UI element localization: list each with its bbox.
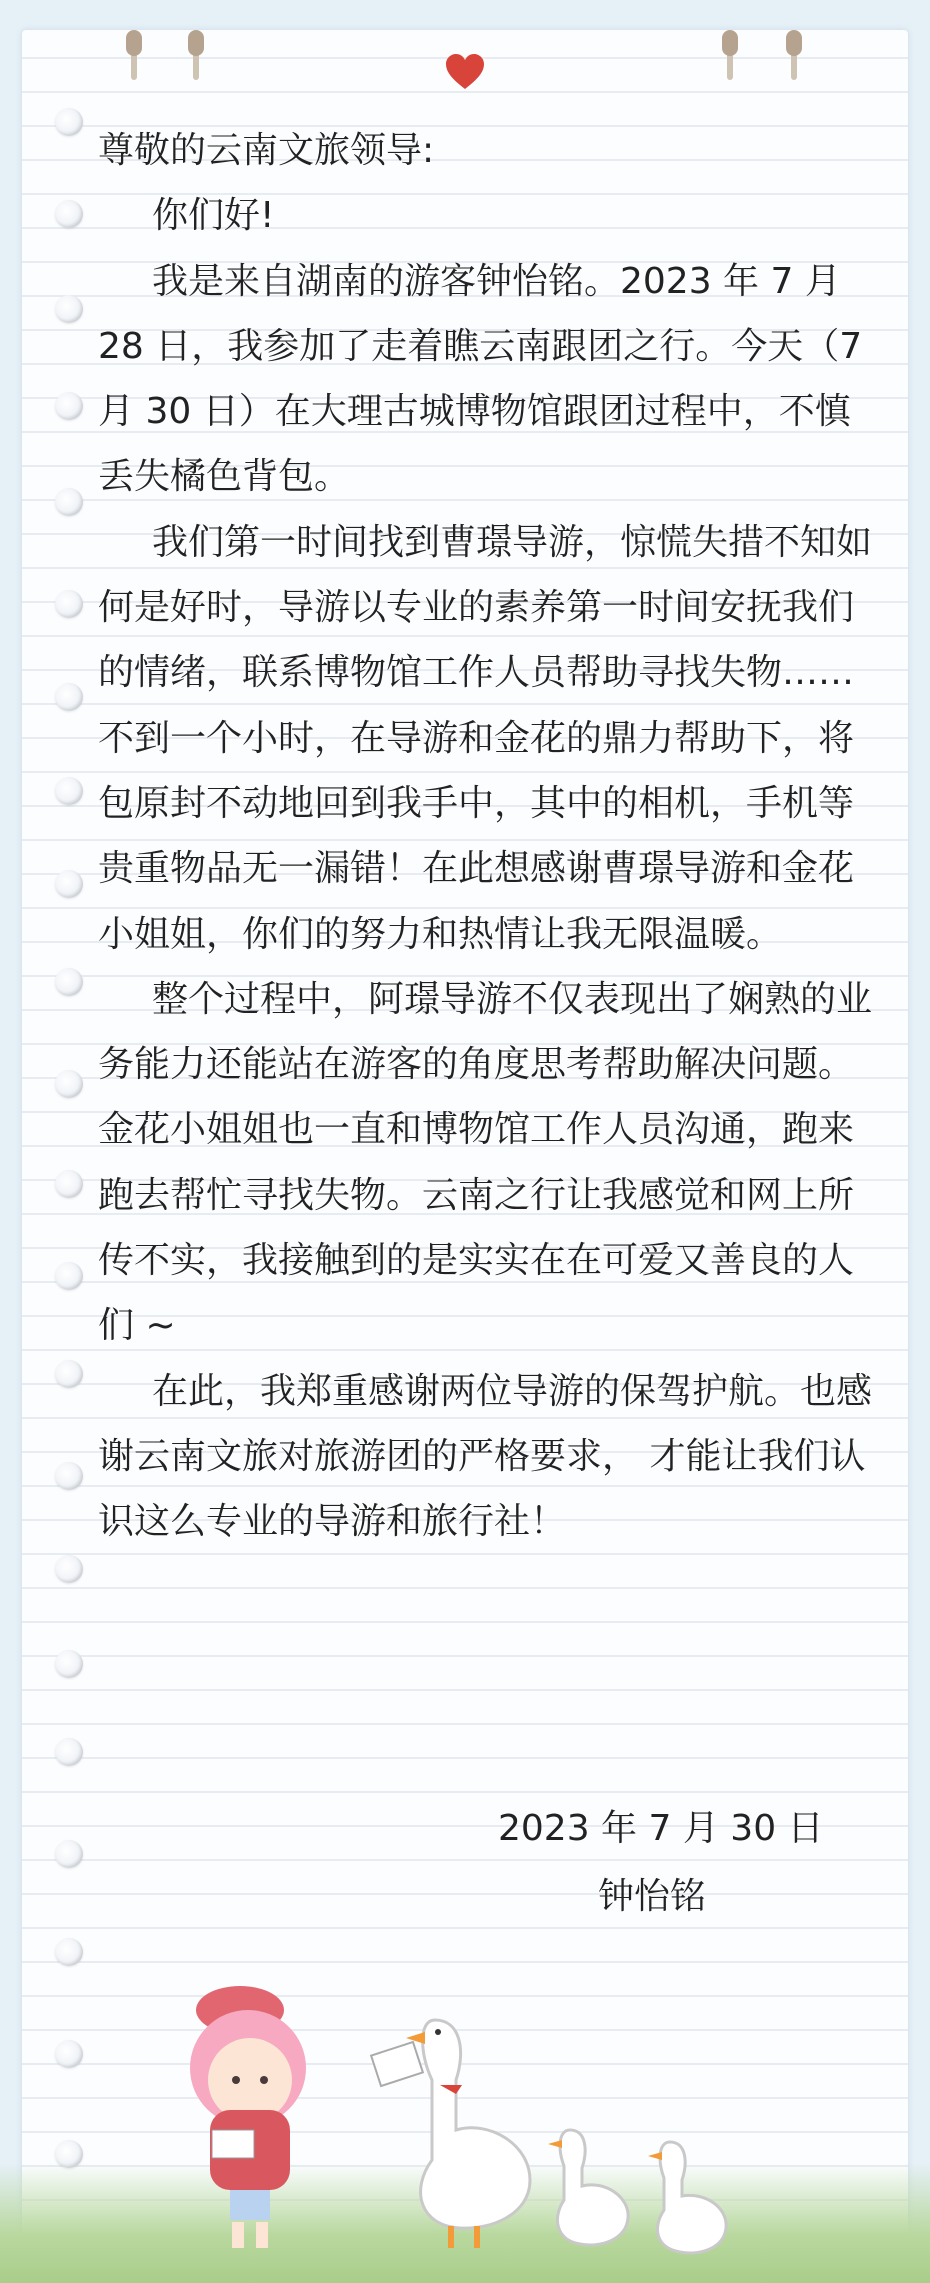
- paragraph-3: 整个过程中，阿璟导游不仅表现出了娴熟的业务能力还能站在游客的角度思考帮助解决问题。金花小姐姐也一直和博物馆工作人员沟通，跑来跑去帮忙寻找失物。云南之行让我感觉和网上所传不实，我接触到的是实实在在可爱又善良的人们 ~: [98, 978, 873, 1347]
- binder-hole: [55, 1360, 83, 1388]
- girl-illustration: [190, 1986, 306, 2248]
- binder-hole: [55, 1650, 83, 1678]
- paragraph-4: 在此，我郑重感谢两位导游的保驾护航。也感谢云南文旅对旅游团的严格要求， 才能让我们认识这么专业的导游和旅行社！: [98, 1370, 873, 1543]
- binder-hole: [55, 200, 83, 228]
- binder-hole: [55, 392, 83, 420]
- letter-signature: 钟怡铭: [598, 1876, 707, 1917]
- binder-clip-icon: [126, 30, 142, 88]
- binder-hole: [55, 1462, 83, 1490]
- binder-hole: [55, 1738, 83, 1766]
- binder-hole: [55, 870, 83, 898]
- binder-hole: [55, 1938, 83, 1966]
- binder-hole: [55, 108, 83, 136]
- paragraph-2: 我们第一时间找到曹璟导游，惊慌失措不知如何是好时，导游以专业的素养第一时间安抚我们的情绪，联系博物馆工作人员帮助寻找失物……不到一个小时，在导游和金花的鼎力帮助下，将包原封不动地回到我手中，其中的相机，手机等贵重物品无一漏错！在此想感谢曹璟导游和金花小姐姐，你们的努力和热情让我无限温暖。: [98, 521, 873, 955]
- binder-hole: [55, 590, 83, 618]
- heart-icon: [444, 52, 486, 92]
- decorative-illustration: [170, 1960, 770, 2270]
- binder-hole: [55, 1170, 83, 1198]
- binder-hole: [55, 1840, 83, 1868]
- binder-hole: [55, 1070, 83, 1098]
- binder-hole: [55, 488, 83, 516]
- goose-illustration: [648, 2142, 726, 2253]
- binder-hole: [55, 1262, 83, 1290]
- binder-hole: [55, 295, 83, 323]
- letter-body: [98, 118, 878, 1555]
- greeting: 你们好!: [152, 195, 275, 237]
- binder-clip-icon: [786, 30, 802, 88]
- binder-hole: [55, 777, 83, 805]
- letter-date: 2023 年 7 月 30 日: [498, 1808, 824, 1849]
- binder-hole: [55, 1555, 83, 1583]
- goose-illustration: [371, 2020, 530, 2248]
- binder-clip-icon: [722, 30, 738, 88]
- binder-clip-icon: [188, 30, 204, 88]
- binder-hole: [55, 2040, 83, 2068]
- goose-illustration: [548, 2130, 628, 2245]
- binder-hole: [55, 683, 83, 711]
- paragraph-1: 我是来自湖南的游客钟怡铭。2023 年 7 月 28 日，我参加了走着瞧云南跟团之行。今天（7 月 30 日）在大理古城博物馆跟团过程中，不慎丢失橘色背包。: [98, 260, 863, 498]
- binder-hole: [55, 968, 83, 996]
- salutation: 尊敬的云南文旅领导:: [98, 130, 435, 171]
